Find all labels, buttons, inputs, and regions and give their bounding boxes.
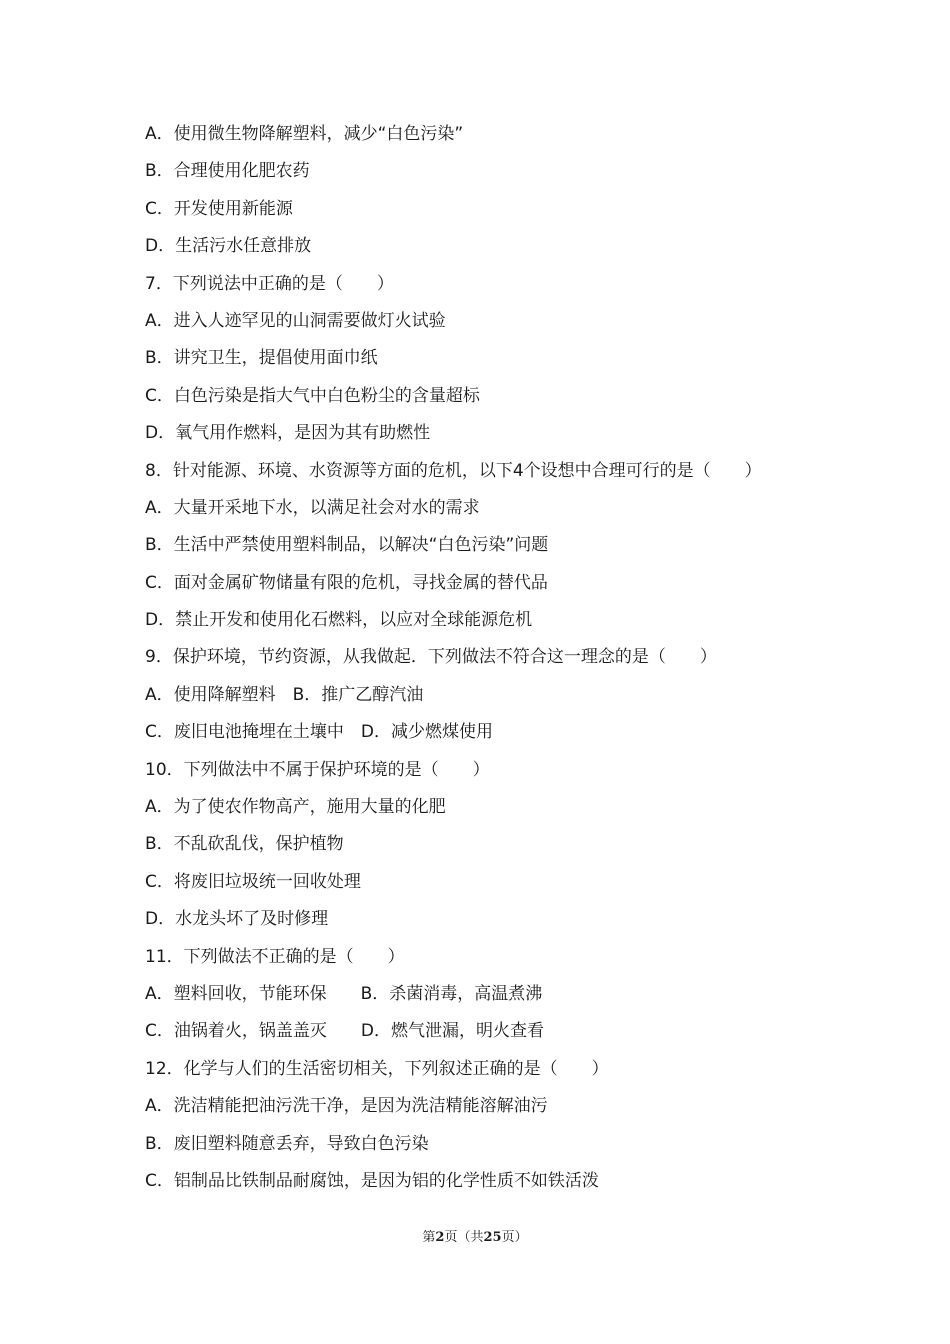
option-line: A．塑料回收，节能环保 B．杀菌消毒，高温煮沸: [145, 983, 543, 1004]
footer-prefix: 第: [422, 1230, 436, 1245]
option-line: B．讲究卫生，提倡使用面巾纸: [145, 348, 378, 369]
total-pages: 25: [483, 1230, 502, 1245]
option-line: C．开发使用新能源: [145, 198, 293, 219]
footer-middle: 页（共: [444, 1230, 484, 1245]
option-line: B．生活中严禁使用塑料制品，以解决“白色污染”问题: [145, 535, 549, 556]
option-line: A．使用微生物降解塑料，减少“白色污染”: [145, 124, 464, 144]
option-line: B．废旧塑料随意丢弃，导致白色污染: [145, 1133, 429, 1154]
option-line: B．合理使用化肥农药: [145, 161, 310, 182]
option-line: C．废旧电池掩埋在土壤中 D．减少燃煤使用: [145, 722, 493, 743]
question-9: 9．保护环境，节约资源，从我做起．下列做法不符合这一理念的是（ ）: [145, 647, 717, 668]
option-line: A．大量开采地下水，以满足社会对水的需求: [145, 497, 480, 518]
option-line: D．氧气用作燃料，是因为其有助燃性: [145, 423, 431, 444]
option-line: D．禁止开发和使用化石燃料，以应对全球能源危机: [145, 610, 533, 631]
question-8: 8．针对能源、环境、水资源等方面的危机，以下4个设想中合理可行的是（ ）: [145, 460, 762, 481]
option-line: A．使用降解塑料 B．推广乙醇汽油: [145, 684, 424, 705]
question-10: 10．下列做法中不属于保护环境的是（ ）: [145, 759, 490, 780]
option-line: A．进入人迹罕见的山洞需要做灯火试验: [145, 310, 446, 331]
question-7: 7．下列说法中正确的是（ ）: [145, 273, 394, 294]
question-12: 12．化学与人们的生活密切相关，下列叙述正确的是（ ）: [145, 1058, 609, 1079]
option-line: C．白色污染是指大气中白色粉尘的含量超标: [145, 385, 480, 406]
option-line: C．将废旧垃圾统一回收处理: [145, 871, 361, 892]
page-number: 2: [435, 1230, 445, 1245]
option-line: C．铝制品比铁制品耐腐蚀，是因为铝的化学性质不如铁活泼: [145, 1170, 599, 1191]
option-line: A．洗洁精能把油污洗干净，是因为洗洁精能溶解油污: [145, 1096, 548, 1117]
option-line: C．油锅着火，锅盖盖灭 D．燃气泄漏，明火查看: [145, 1021, 544, 1042]
option-line: D．生活污水任意排放: [145, 236, 312, 257]
page-footer: [0, 1226, 950, 1245]
footer-suffix: 页）: [501, 1230, 528, 1245]
question-text-block: [145, 116, 845, 1200]
option-line: B．不乱砍乱伐，保护植物: [145, 834, 344, 855]
option-line: A．为了使农作物高产，施用大量的化肥: [145, 797, 446, 818]
question-11: 11．下列做法不正确的是（ ）: [145, 946, 405, 967]
option-line: D．水龙头坏了及时修理: [145, 909, 329, 930]
option-line: C．面对金属矿物储量有限的危机，寻找金属的替代品: [145, 572, 548, 593]
